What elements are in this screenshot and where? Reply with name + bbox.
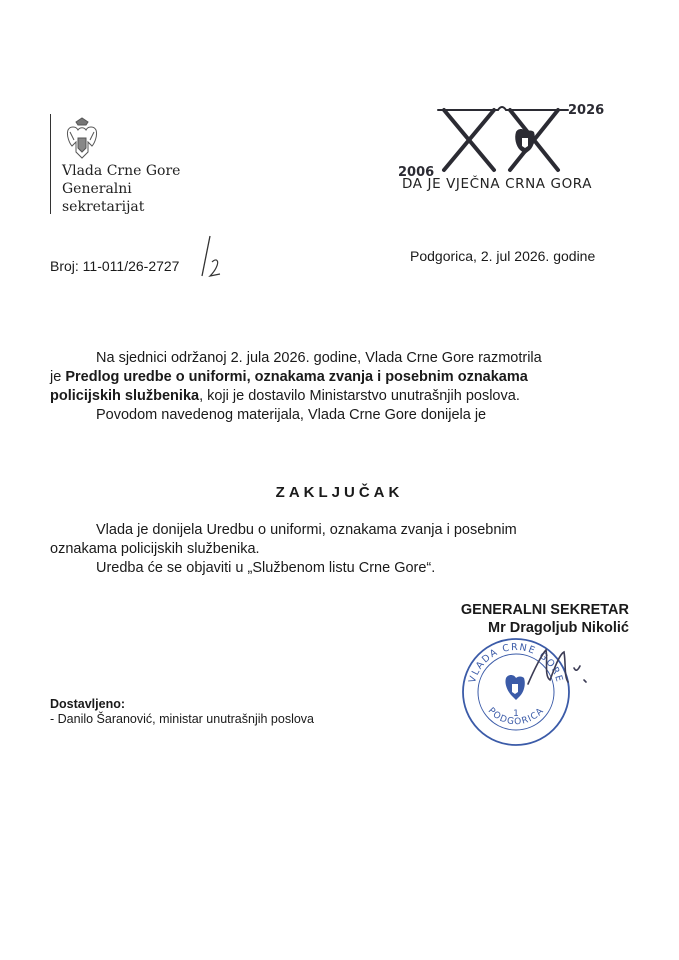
signatory-name: Mr Dragoljub Nikolić: [488, 620, 629, 636]
gov-line-3: sekretarijat: [62, 199, 145, 215]
paragraph-1-line-3: [50, 388, 520, 404]
decision-line-1: Vlada je donijela Uredbu o uniformi, oznakama zvanja i posebnim: [96, 522, 517, 538]
coat-of-arms-icon: [62, 116, 102, 162]
document-number: Broj: 11-011/26-2727: [50, 258, 180, 274]
place-and-date: Podgorica, 2. jul 2026. godine: [410, 248, 596, 264]
header-divider: [50, 114, 51, 214]
gov-line-2: Generalni: [62, 181, 132, 197]
year-end: 2026: [568, 103, 605, 118]
delivered-label: Dostavljeno:: [50, 697, 126, 711]
p1-suffix: , koji je dostavilo Ministarstvo unutrašnjih poslova.: [199, 388, 520, 404]
gov-line-1: Vlada Crne Gore: [62, 163, 181, 179]
p1-prefix: je: [50, 369, 66, 385]
stamp-bottom-text: PODGORICA: [485, 705, 547, 728]
year-start: 2006: [398, 165, 435, 180]
paragraph-2: Povodom navedenog materijala, Vlada Crne Gore donijela je: [96, 407, 487, 423]
stamp-top-text: VLADA CRNE GORE: [467, 641, 565, 685]
stamp-number: 1: [513, 709, 519, 719]
signatory-title: GENERALNI SEKRETAR: [460, 602, 629, 618]
decision-line-3: Uredba će se objaviti u „Službenom listu Crne Gore“.: [96, 560, 436, 576]
handwritten-signature: [520, 640, 610, 700]
decision-title: ZAKLJUČAK: [275, 484, 404, 501]
draft-title-part-2: policijskih službenika: [50, 388, 200, 404]
delivered-recipient: - Danilo Šaranović, ministar unutrašnjih poslova: [50, 712, 315, 726]
draft-title-part-1: Predlog uredbe o uniformi, oznakama zvanja i posebnim oznakama: [65, 369, 528, 385]
anniversary-motto: DA JE VJEČNA CRNA GORA: [402, 176, 593, 192]
decision-line-2: oznakama policijskih službenika.: [50, 541, 260, 557]
paragraph-1-line-2: [50, 369, 528, 385]
handwritten-suffix: [198, 232, 224, 280]
paragraph-1-line-1: Na sjednici održanoj 2. jula 2026. godine, Vlada Crne Gore razmotrila: [96, 350, 542, 366]
